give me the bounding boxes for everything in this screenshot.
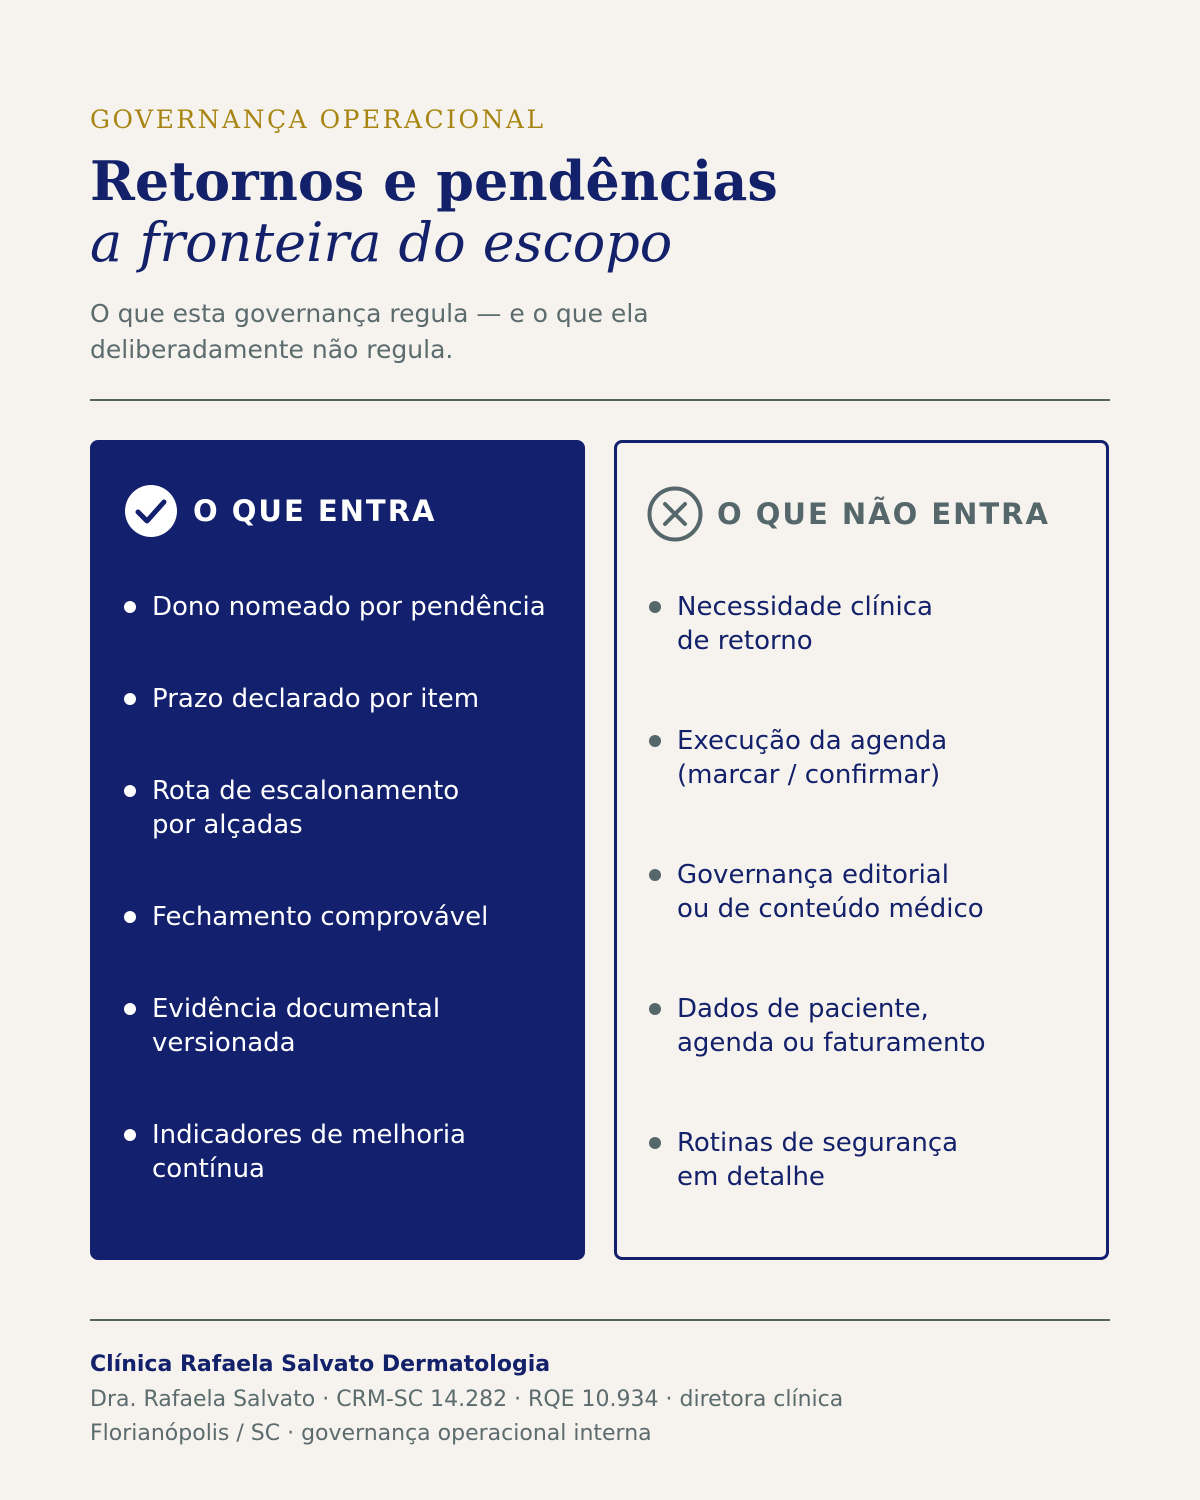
out-of-scope-panel <box>614 440 1109 1260</box>
bullet-icon <box>124 601 136 613</box>
in-scope-item <box>152 682 479 716</box>
footer-credentials: Dra. Rafaela Salvato · CRM-SC 14.282 · RQE 10.934 · diretora clínica <box>90 1387 844 1412</box>
out-of-scope-item <box>677 992 986 1060</box>
eyebrow-label: GOVERNANÇA OPERACIONAL <box>90 105 546 134</box>
out-of-scope-item-text: Necessidade clínica de retorno <box>677 592 933 656</box>
bullet-icon <box>124 693 136 705</box>
in-scope-item-text: Prazo declarado por item <box>152 684 480 714</box>
top-divider <box>90 399 1110 401</box>
out-of-scope-header <box>647 486 1050 542</box>
in-scope-item <box>152 992 440 1060</box>
out-of-scope-item-text: Dados de paciente, agenda ou faturamento <box>677 994 986 1058</box>
bullet-icon <box>649 1137 661 1149</box>
in-scope-title: O QUE ENTRA <box>193 494 437 528</box>
in-scope-item <box>152 774 459 842</box>
bullet-icon <box>124 1129 136 1141</box>
footer-organization: Clínica Rafaela Salvato Dermatologia <box>90 1352 551 1377</box>
out-of-scope-item <box>677 858 984 926</box>
footer-location: Florianópolis / SC · governança operacional interna <box>90 1421 652 1446</box>
in-scope-panel <box>90 440 585 1260</box>
bullet-icon <box>124 911 136 923</box>
in-scope-item <box>152 1118 466 1186</box>
in-scope-item <box>152 900 488 934</box>
in-scope-item-text: Indicadores de melhoria contínua <box>152 1120 466 1184</box>
out-of-scope-item-text: Execução da agenda (marcar / confirmar) <box>677 726 948 790</box>
bullet-icon <box>649 735 661 747</box>
bullet-icon <box>124 1003 136 1015</box>
page-description: O que esta governança regula — e o que ela deliberadamente não regula. <box>90 299 649 364</box>
in-scope-item <box>152 590 546 624</box>
out-of-scope-title: O QUE NÃO ENTRA <box>717 497 1050 531</box>
out-of-scope-item <box>677 724 947 792</box>
out-of-scope-item-text: Rotinas de segurança em detalhe <box>677 1128 959 1192</box>
in-scope-item-text: Fechamento comprovável <box>152 902 489 932</box>
out-of-scope-item-text: Governança editorial ou de conteúdo médico <box>677 860 984 924</box>
bottom-divider <box>90 1319 1110 1321</box>
in-scope-item-text: Evidência documental versionada <box>152 994 441 1058</box>
page-title: Retornos e pendências <box>90 149 778 213</box>
bullet-icon <box>649 1003 661 1015</box>
in-scope-item-text: Rota de escalonamento por alçadas <box>152 776 460 840</box>
out-of-scope-item <box>677 590 933 658</box>
in-scope-item-text: Dono nomeado por pendência <box>152 592 546 622</box>
bullet-icon <box>649 601 661 613</box>
check-circle-icon <box>123 483 179 539</box>
page-subtitle-italic: a fronteira do escopo <box>90 211 673 274</box>
bullet-icon <box>124 785 136 797</box>
x-circle-icon <box>647 486 703 542</box>
in-scope-header <box>123 483 437 539</box>
bullet-icon <box>649 869 661 881</box>
out-of-scope-item <box>677 1126 958 1194</box>
